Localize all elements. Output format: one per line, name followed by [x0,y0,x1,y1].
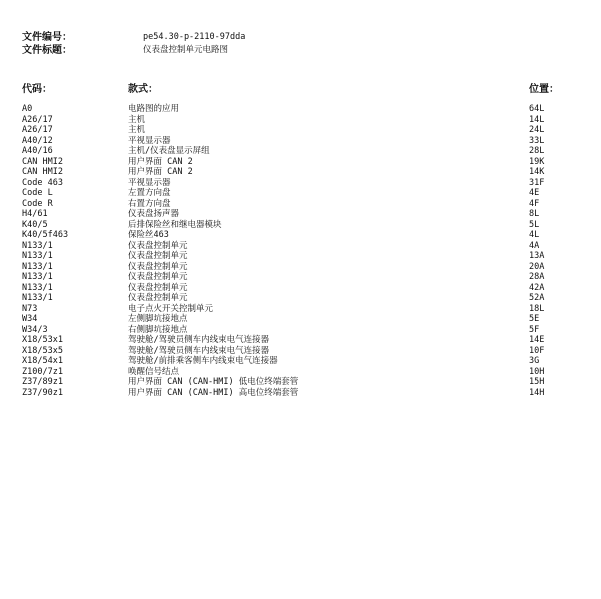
row-name: 驾驶舱/驾驶员侧车内线束电气连接器 [128,345,270,356]
doc-number-row [22,31,245,44]
row-position: 28L [529,146,545,156]
table-row [0,283,601,294]
row-position: 4E [529,188,540,198]
table-row [0,356,601,367]
table-row [0,115,601,126]
row-name: 唤醒信号结点 [128,366,180,377]
table-row [0,188,601,199]
row-position: 24L [529,125,545,135]
row-position: 5F [529,324,540,335]
row-code: Z37/90z1 [22,387,63,398]
row-code: W34 [22,314,38,324]
row-code: N133/1 [22,251,53,261]
row-name: 仪表盘控制单元 [128,282,188,293]
doc-title-row [22,44,245,57]
row-code: N73 [22,303,38,314]
row-name: 电子点火开关控制单元 [128,303,214,314]
row-code: Z37/89z1 [22,377,63,387]
row-position: 4F [529,198,540,209]
row-name: 驾驶舱/驾驶员侧车内线束电气连接器 [128,335,270,345]
table-row [0,209,601,220]
row-position: 14E [529,335,545,345]
row-position: 14H [529,387,545,398]
table-row [0,104,601,115]
table-row [0,293,601,304]
row-position: 4A [529,240,540,251]
table-row [0,262,601,273]
row-code: Code L [22,188,53,198]
row-code: CAN HMI2 [22,156,63,167]
header-name: 款式： [128,84,158,95]
row-position: 52A [529,293,545,303]
row-code: X18/53x1 [22,335,63,345]
row-code: N133/1 [22,272,53,282]
row-code: N133/1 [22,293,53,303]
table-row [0,167,601,178]
row-name: 保险丝463 [128,230,169,240]
doc-number-value: pe54.30-p-2110-97dda [143,32,246,42]
row-position: 8L [529,209,540,219]
row-position: 10H [529,366,545,377]
row-name: 仪表盘控制单元 [128,240,188,251]
row-position: 13A [529,251,545,261]
table-row [0,220,601,231]
row-position: 3G [529,356,540,366]
row-position: 42A [529,282,545,293]
row-code: Code R [22,198,53,209]
row-name: 用户界面 CAN 2 [128,156,193,167]
row-name: 主机 [128,125,146,135]
row-name: 用户界面 CAN (CAN-HMI) 低电位终端套管 [128,377,299,387]
row-position: 5L [529,219,540,230]
row-position: 10F [529,345,545,356]
table-row [0,367,601,378]
row-code: W34/3 [22,324,48,335]
row-position: 19K [529,156,545,167]
row-code: A0 [22,104,33,114]
row-name: 用户界面 CAN (CAN-HMI) 高电位终端套管 [128,387,299,398]
component-table [0,104,601,398]
table-row [0,125,601,136]
table-row [0,335,601,346]
row-position: 5E [529,314,540,324]
header-code: 代码： [22,84,52,95]
table-row [0,325,601,336]
row-code: A40/16 [22,146,53,156]
row-code: K40/5 [22,219,48,230]
row-name: 平视显示器 [128,177,171,188]
doc-title-label: 文件标题： [22,45,72,56]
row-name: 主机 [128,114,146,125]
table-row [0,272,601,283]
row-name: 电路图的应用 [128,104,180,114]
row-position: 18L [529,303,545,314]
row-position: 14K [529,167,545,177]
table-row [0,157,601,168]
row-code: N133/1 [22,240,53,251]
row-position: 33L [529,135,545,146]
row-code: A40/12 [22,135,53,146]
row-name: 后排保险丝和继电器模块 [128,219,222,230]
row-code: CAN HMI2 [22,167,63,177]
table-header [0,80,601,94]
row-name: 仪表盘控制单元 [128,251,188,261]
row-code: A26/17 [22,125,53,135]
row-position: 20A [529,261,545,272]
table-row [0,251,601,262]
table-row [0,304,601,315]
row-position: 14L [529,114,545,125]
row-code: X18/54x1 [22,356,63,366]
row-code: H4/61 [22,209,48,219]
doc-number-label: 文件编号： [22,32,72,43]
row-name: 仪表盘扬声器 [128,209,180,219]
row-code: X18/53x5 [22,345,63,356]
row-name: 仪表盘控制单元 [128,293,188,303]
table-row [0,377,601,388]
row-position: 28A [529,272,545,282]
row-code: N133/1 [22,282,53,293]
table-row [0,346,601,357]
row-name: 右置方向盘 [128,198,171,209]
table-row [0,199,601,210]
table-row [0,388,601,399]
row-name: 右侧脚坑接地点 [128,324,188,335]
header-position: 位置： [529,84,559,95]
row-position: 64L [529,104,545,114]
row-code: A26/17 [22,114,53,125]
row-name: 主机/仪表盘显示屏组 [128,146,210,156]
row-name: 仪表盘控制单元 [128,261,188,272]
row-name: 仪表盘控制单元 [128,272,188,282]
row-name: 驾驶舱/前排乘客侧车内线束电气连接器 [128,356,278,366]
table-row [0,314,601,325]
row-name: 左置方向盘 [128,188,171,198]
row-name: 左侧脚坑接地点 [128,314,188,324]
table-row [0,136,601,147]
row-code: Z100/7z1 [22,366,63,377]
row-code: N133/1 [22,261,53,272]
doc-title-value: 仪表盘控制单元电路图 [143,45,229,55]
table-row [0,178,601,189]
table-row [0,146,601,157]
table-row [0,241,601,252]
row-name: 平视显示器 [128,135,171,146]
table-row [0,230,601,241]
row-position: 4L [529,230,540,240]
row-position: 31F [529,177,545,188]
row-position: 15H [529,377,545,387]
row-code: K40/5f463 [22,230,69,240]
row-code: Code 463 [22,177,63,188]
document-meta [22,31,245,57]
row-name: 用户界面 CAN 2 [128,167,193,177]
